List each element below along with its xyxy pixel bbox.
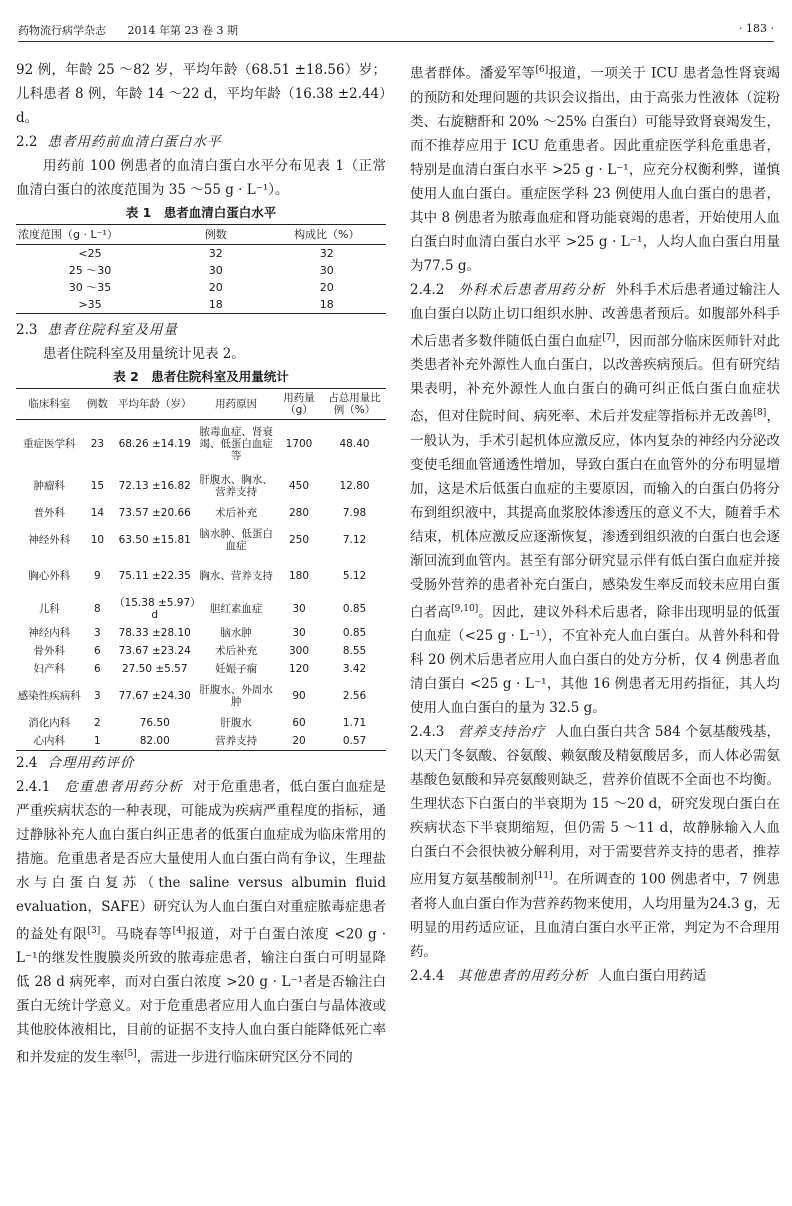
table-cell: 72.13 ±16.82 xyxy=(118,479,191,492)
citation: [6] xyxy=(535,65,549,75)
table-row xyxy=(16,262,386,279)
table-cell: （15.38 ±5.97）d xyxy=(114,596,196,621)
table-header: 用药量（g） xyxy=(275,389,323,420)
table-header: 浓度范围（g · L⁻¹） xyxy=(16,225,164,245)
table-header: 平均年龄（岁） xyxy=(112,389,197,420)
table-cell: 心内科 xyxy=(33,734,66,747)
text-run: 外科手术后患者通过输注人血白蛋白以防止切口组织水肿、改善患者预后。如腹部外科手术后患者多数伴随低白蛋白血症 xyxy=(410,281,781,349)
table-cell: 73.57 ±20.66 xyxy=(118,506,191,519)
table-cell: 90 xyxy=(292,689,306,702)
table-cell: 普外科 xyxy=(33,506,66,519)
table-1 xyxy=(16,224,386,314)
text-run: ，一般认为，手术引起机体应激反应，体内复杂的神经内分泌改变使毛细血管通透性增加，导致白蛋白在血管外的分布明显增加，这是术后低蛋白血症的主要原因，而输入的白蛋白仍将分布到组织液中，其提高血浆胶体渗透压的意义不大，随着手术结束，机体应激反应逐渐恢复，渗透到组织液的白蛋白也会逐渐回流到血管内。甚至有部分研究显示伴有低白蛋白血症并接受肠外营养的患者补充白蛋白，感染发生率反而较未应用白蛋白者高 xyxy=(410,408,781,620)
section-title: 患者住院科室及用量 xyxy=(47,322,178,338)
citation: [7] xyxy=(602,332,616,343)
page-header xyxy=(18,20,774,42)
section-number: 2.3 xyxy=(16,322,38,338)
table-cell: 30 xyxy=(292,626,306,639)
table-cell: 9 xyxy=(94,569,101,582)
table-cell: 73.67 ±23.24 xyxy=(118,644,191,657)
section-heading-2-3 xyxy=(16,318,386,342)
table-cell: 脑水肿、低蛋白血症 xyxy=(199,527,273,552)
table-cell: 120 xyxy=(288,662,310,675)
table-cell: 78.33 ±28.10 xyxy=(118,626,191,639)
table-cell: 2.56 xyxy=(342,689,367,702)
table-row xyxy=(16,420,386,468)
paragraph-2-4-3 xyxy=(410,720,780,964)
table-cell: 27.50 ±5.57 xyxy=(121,662,188,675)
table-cell: 32 xyxy=(208,247,223,260)
section-title: 营养支持治疗 xyxy=(458,724,546,740)
section-title: 外科术后患者用药分析 xyxy=(458,281,606,298)
table-cell: 0.85 xyxy=(342,626,367,639)
text-run: ，因而部分临床医师针对此类患者补充外源性人血白蛋白，以改善疾病预后。但有研究结果表明，补充外源性人血白蛋白的确可纠正低白蛋白血症状态，但对住院时间、病死率、术后并发症等指标并无改善 xyxy=(410,333,781,425)
table-cell: 25 ～30 xyxy=(68,264,112,277)
paragraph: 患者住院科室及用量统计见表 2。 xyxy=(43,346,245,362)
table-header: 构成比（%） xyxy=(268,225,386,245)
table-cell: 0.57 xyxy=(342,734,367,747)
table-cell: 儿科 xyxy=(38,602,60,615)
table-cell: 脑水肿 xyxy=(220,626,252,639)
table-row xyxy=(16,660,386,678)
table-row xyxy=(16,504,386,522)
table-header: 用药原因 xyxy=(197,389,275,420)
table-row xyxy=(16,714,386,732)
table-cell: 30 xyxy=(208,264,223,277)
table-cell: 6 xyxy=(94,662,101,675)
issue-info: 2014 年第 23 卷 3 期 xyxy=(127,24,238,37)
table-row xyxy=(16,279,386,296)
table-cell: 3 xyxy=(94,626,101,639)
section-number: 2.4.4 xyxy=(410,967,445,984)
table-cell: 1700 xyxy=(285,437,313,450)
right-column xyxy=(410,58,780,988)
table-header: 例数 xyxy=(164,225,268,245)
table-cell: >35 xyxy=(78,298,102,311)
text-run: 报道，对于白蛋白浓度 <20 g · L⁻¹的继发性腹膜炎所致的脓毒症患者，输注白蛋白可明显降低 28 d 病死率，而对白蛋白浓度 >20 g · L⁻¹者是否输注白蛋白无统计学意义。对于危重患者应用人血白蛋白与晶体液或其他胶体液相比，目前的证据不支持人血白蛋白能降低死亡率和并发症的发生率 xyxy=(16,926,387,1066)
table-row xyxy=(16,296,386,314)
table-cell: 68.26 ±14.19 xyxy=(118,437,191,450)
table-cell: 术后补充 xyxy=(215,644,258,657)
table-cell: 肝腹水、胸水、营养支持 xyxy=(199,473,273,498)
table-cell: 20 xyxy=(208,281,223,294)
table-row xyxy=(16,732,386,751)
table-cell: 30 xyxy=(319,264,334,277)
section-title: 患者用药前血清白蛋白水平 xyxy=(47,134,222,150)
table-header: 临床科室 xyxy=(16,389,83,420)
table-row xyxy=(16,624,386,642)
table-cell: 营养支持 xyxy=(215,734,258,747)
text-run: 报道，一项关于 ICU 患者急性肾衰竭的预防和处理问题的共识会议指出，由于高张力性液体（淀粉类、右旋糖酐和 20% ～25% 白蛋白）可能导致肾衰竭发生，而不推荐应用于 ICU 危重患者。因此重症医学科危重患者，特别是血清白蛋白水平 >25 g · L⁻¹，应充分权衡利弊，谨慎使用人血白蛋白。重症医学科 23 例使用人血白蛋白的患者，其中 8 例患者为脓毒血症和肾功能衰竭的患者，开始使用人血白蛋白时血清白蛋白水平 >25 g · L⁻¹，人均人血白蛋白用量为77.5 g。 xyxy=(410,65,781,274)
table-cell: 75.11 ±22.35 xyxy=(118,569,191,582)
table-cell: 妊娠子痫 xyxy=(215,662,258,675)
table-cell: 肿瘤科 xyxy=(33,479,66,492)
left-column xyxy=(16,58,386,1070)
table-cell: 1 xyxy=(94,734,101,747)
table-cell: 450 xyxy=(288,479,310,492)
table-cell: 3.42 xyxy=(342,662,367,675)
paragraph: 92 例，年龄 25 ～82 岁，平均年龄（68.51 ±18.56）岁；儿科患者 8 例，年龄 14 ～22 d，平均年龄（16.38 ±2.44）d。 xyxy=(16,62,386,126)
table-cell: 280 xyxy=(288,506,310,519)
table-cell: 2 xyxy=(94,716,101,729)
table-header: 占总用量比例（%） xyxy=(323,389,386,420)
table-row xyxy=(16,468,386,504)
text-run: 。因此，建议外科术后患者，除非出现明显的低蛋白血症（<25 g · L⁻¹），不宜补充人血白蛋白。从普外科和骨科 20 例术后患者应用人血白蛋白的处方分析，仅 4 例患者血清白蛋白 <25 g · L⁻¹，其他 16 例患者无用药指征，其人均使用人血白蛋白的量为 32.5 g。 xyxy=(410,604,781,716)
table-cell: 14 xyxy=(90,506,105,519)
page-number: · 183 · xyxy=(739,22,774,35)
table-cell: 消化内科 xyxy=(28,716,71,729)
paragraph-2-4-4 xyxy=(410,964,780,988)
table-cell: 脓毒血症、肾衰竭、低蛋白血症等 xyxy=(199,425,273,462)
table-cell: 250 xyxy=(288,533,310,546)
text-run: 患者群体。潘爱军等 xyxy=(410,65,536,82)
table-cell: 6 xyxy=(94,644,101,657)
table-cell: 胸心外科 xyxy=(28,569,71,582)
section-heading-2-2 xyxy=(16,130,386,154)
table-row xyxy=(16,522,386,558)
table-cell: 感染性疾病科 xyxy=(17,689,81,702)
table-cell: 20 xyxy=(319,281,334,294)
header-left xyxy=(18,22,256,38)
paragraph: 用药前 100 例患者的血清白蛋白水平分布见表 1（正常血清白蛋白的浓度范围为 35 ～55 g · L⁻¹）。 xyxy=(16,158,386,198)
citation: [8] xyxy=(753,408,767,418)
table-2 xyxy=(16,388,386,751)
table-cell: 5.12 xyxy=(342,569,367,582)
table-cell: 30 xyxy=(292,602,306,615)
table-cell: 3 xyxy=(94,689,101,702)
section-number: 2.2 xyxy=(16,134,38,150)
text-run: 人血白蛋白用药适 xyxy=(598,967,707,984)
table-2-caption: 表 2 患者住院科室及用量统计 xyxy=(113,369,289,384)
section-number: 2.4.1 xyxy=(16,778,51,795)
table-cell: 8.55 xyxy=(342,644,367,657)
table-cell: 30 ～35 xyxy=(68,281,112,294)
table-1-caption: 表 1 患者血清白蛋白水平 xyxy=(125,205,277,220)
table-cell: 胸水、营养支持 xyxy=(199,569,273,582)
table-cell: <25 xyxy=(78,247,102,260)
citation: [4] xyxy=(172,925,186,936)
table-cell: 术后补充 xyxy=(215,506,258,519)
section-title: 合理用药评价 xyxy=(47,754,135,771)
journal-name: 药物流行病学杂志 xyxy=(18,24,106,37)
table-cell: 20 xyxy=(292,734,306,747)
text-run: ，需进一步进行临床研究区分不同的 xyxy=(136,1049,353,1066)
table-cell: 180 xyxy=(288,569,310,582)
citation: [9,10] xyxy=(451,603,479,614)
table-cell: 15 xyxy=(90,479,105,492)
paragraph-2-4-2 xyxy=(410,278,780,721)
table-row xyxy=(16,245,386,263)
table-cell: 重症医学科 xyxy=(23,437,76,450)
section-number: 2.4 xyxy=(16,754,38,771)
table-cell: 12.80 xyxy=(339,479,370,492)
paragraph-2-4-1 xyxy=(16,775,386,1070)
table-cell: 1.71 xyxy=(342,716,367,729)
table-cell: 7.12 xyxy=(342,533,367,546)
table-cell: 骨外科 xyxy=(33,644,66,657)
citation: [11] xyxy=(534,871,553,881)
text-run: 。马晓春等 xyxy=(100,926,173,942)
table-header: 例数 xyxy=(83,389,113,420)
citation: [3] xyxy=(87,925,101,936)
table-cell: 48.40 xyxy=(339,437,370,450)
text-run: 。在所调查的 100 例患者中，7 例患者将人血白蛋白作为营养药物来使用，人均用量为24.3 g，无明显的用药适应证，且血清白蛋白水平正常，判定为不合理用药。 xyxy=(410,871,780,960)
table-cell: 肝腹水、外周水肿 xyxy=(199,683,273,708)
citation: [5] xyxy=(124,1049,137,1059)
section-title: 其他患者的用药分析 xyxy=(457,967,589,984)
section-heading-2-4 xyxy=(16,751,386,775)
table-cell: 胆红素血症 xyxy=(209,602,263,615)
text-run: 对于危重患者，低白蛋白血症是严重疾病状态的一种表现，可能成为疾病严重程度的指标，通过静脉补充人血白蛋白纠正患者的低蛋白血症成为临床常用的措施。危重患者是否应大量使用人血白蛋白尚有争议，生理盐水与白蛋白复苏（the saline versus albumin fluid evaluation，SAFE）研究认为人血白蛋白对重症脓毒症患者的益处有限 xyxy=(16,778,387,942)
paragraph xyxy=(410,58,780,278)
table-cell: 肝腹水 xyxy=(220,716,252,729)
table-cell: 神经内科 xyxy=(28,626,71,639)
table-row xyxy=(16,594,386,624)
table-cell: 300 xyxy=(288,644,310,657)
table-cell: 妇产科 xyxy=(33,662,66,675)
table-cell: 10 xyxy=(90,533,105,546)
section-number: 2.4.3 xyxy=(410,724,445,740)
table-row xyxy=(16,678,386,714)
table-cell: 18 xyxy=(319,298,334,311)
section-title: 危重患者用药分析 xyxy=(64,778,183,795)
table-cell: 32 xyxy=(319,247,334,260)
table-cell: 76.50 xyxy=(139,716,170,729)
table-cell: 82.00 xyxy=(139,734,170,747)
table-row xyxy=(16,558,386,594)
table-cell: 18 xyxy=(208,298,223,311)
table-cell: 60 xyxy=(292,716,306,729)
table-cell: 0.85 xyxy=(342,602,367,615)
section-number: 2.4.2 xyxy=(410,281,445,298)
table-cell: 77.67 ±24.30 xyxy=(118,689,191,702)
table-cell: 8 xyxy=(94,602,101,615)
table-cell: 神经外科 xyxy=(28,533,71,546)
text-run: 人血白蛋白共含 584 个氨基酸残基，以天门冬氨酸、谷氨酸、赖氨酸及精氨酸居多，而人体必需氨基酸色氨酸和异亮氨酸则缺乏，营养价值既不全面也不均衡。生理状态下白蛋白的半衰期为 15 ～20 d，研究发现白蛋白在疾病状态下半衰期缩短，但仍需 5 ～11 d，故静脉输入人血白蛋白不会很快被分解利用，对于需要营养支持的患者，推荐应用复方氨基酸制剂 xyxy=(410,724,780,888)
table-cell: 7.98 xyxy=(342,506,367,519)
table-row xyxy=(16,642,386,660)
table-cell: 23 xyxy=(90,437,105,450)
table-cell: 63.50 ±15.81 xyxy=(118,533,191,546)
